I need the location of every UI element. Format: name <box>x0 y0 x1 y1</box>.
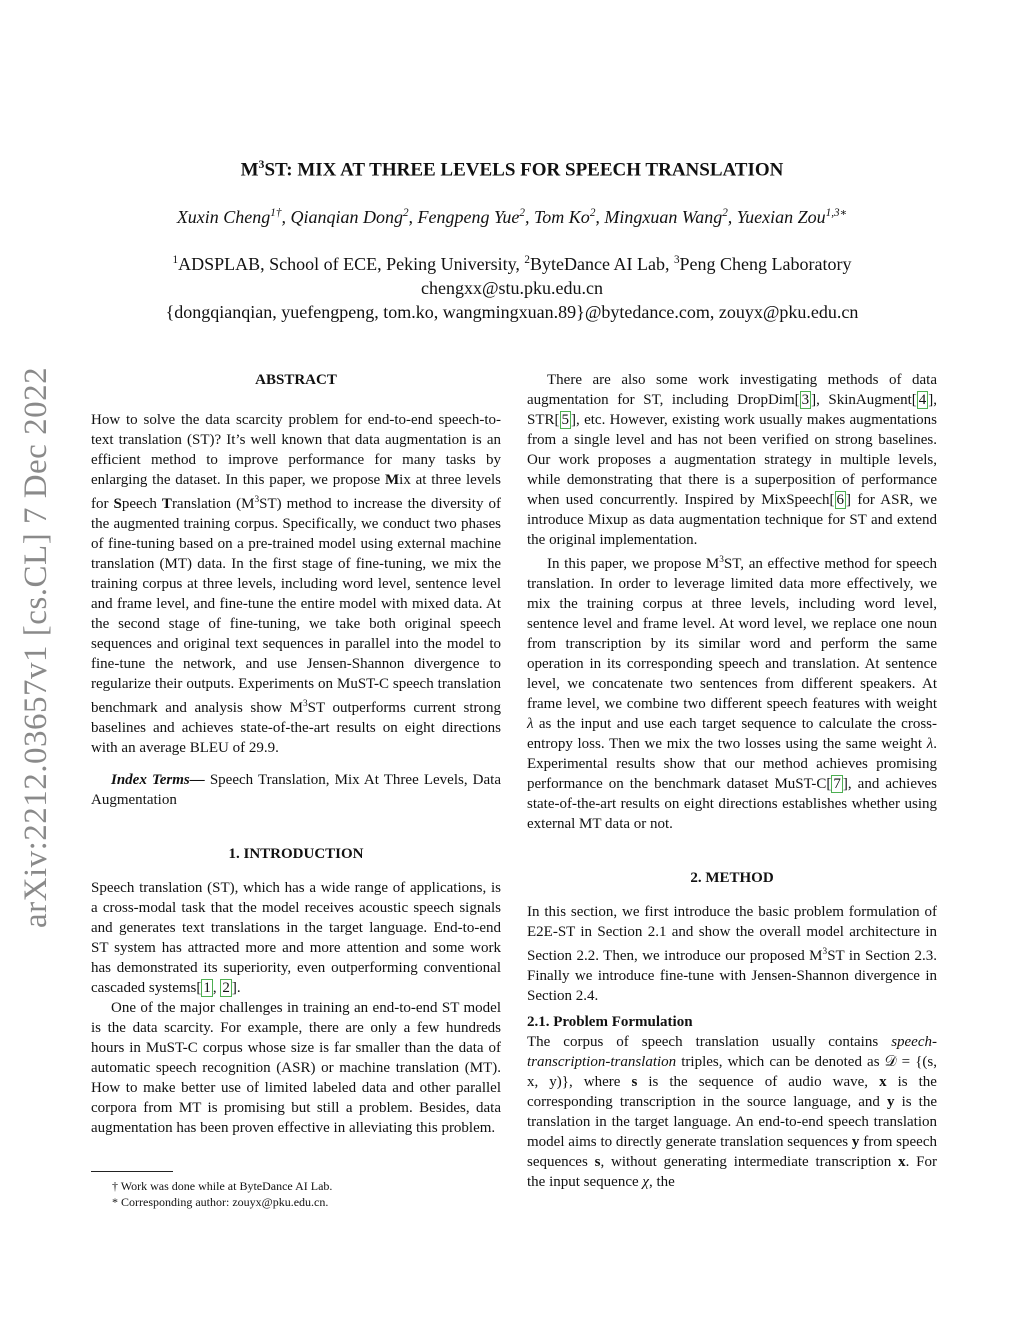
text: In this paper, we propose M <box>547 556 720 572</box>
text: ST outperforms current strong baselines and achieves state-of-the-art results on eight directions with an average BLEU of 29.9. <box>91 700 501 756</box>
email-line-1: chengxx@stu.pku.edu.cn <box>420 278 604 298</box>
author: Mingxuan Wang <box>604 207 723 227</box>
section-heading-introduction: 1. INTRODUCTION <box>228 846 364 862</box>
index-terms-label: Index Terms— <box>111 772 205 788</box>
affiliation-1: ADSPLAB, School of ECE, Peking University, <box>178 254 525 274</box>
title-prefix: M <box>240 159 259 181</box>
method-paragraph-1: In this section, we first introduce the basic problem formulation of E2E-ST in Section 2.1 and show the overall model architecture in Section 2.2. Then, we introduce our proposed $M^3ST$ in Section 2.3. Finally we introduce fine-tune with Jensen-Shannon divergence in Section 2.4. <box>527 904 937 1004</box>
text: , where <box>568 1074 632 1090</box>
author: Yuexian Zou <box>736 207 826 227</box>
text: ix at three levels for <box>91 472 501 512</box>
text: ], and achieves state-of-the-art results on eight directions establishes whether using external MT data or not. <box>527 776 937 832</box>
affiliation-2: ByteDance AI Lab, <box>530 254 674 274</box>
author: Fengpeng Yue <box>417 207 520 227</box>
math-x: x <box>898 1154 906 1170</box>
text: In this section, we first introduce the basic problem formulation of E2E-ST in Section 2.1 and show the overall model architecture in Section 2.2. Then, we introduce our proposed M <box>527 904 937 964</box>
text: ], etc. However, existing work usually makes augmentations from a single level and has not been verified on strong baselines. Our work proposes a augmentation strategy in multiple levels, while demonstrating that there is a superposition of performance when used concurrently. Inspired by MixSpeech[ <box>527 412 937 508</box>
title-text: ST: MIX AT THREE LEVELS FOR SPEECH TRANSLATION <box>264 159 784 181</box>
citation-link[interactable]: 6 <box>836 492 845 508</box>
citation-link[interactable]: 4 <box>918 392 927 408</box>
intro-paragraph-4: In this paper, we propose $M^3ST$, an effective method for speech translation. In order to leverage limited data more effectively, we mix the training corpus at three levels, including word level, sentence level and frame level. At word level, we replace one noun from transcription by its similar word and perform the same operation in its corresponding speech and translation. At sentence level, we concatenate two sentences from different speakers. At frame level, we combine two different speech features with weight λ as the input and use each target sequence to calculate the cross-entropy loss. Then we mix the two losses using the same weight λ. Experimental results show that our method achieves promising performance on the benchmark dataset MuST-C[ 7 ], and achieves state-of-the-art results on eight directions establishes whether using external MT data or not. <box>527 555 937 832</box>
text: is the sequence of audio wave, <box>637 1074 880 1090</box>
text: ST, an effective method for speech translation. In order to leverage limited data more effectively, we mix the training corpus at three levels, including word level, sentence level and frame level. At word level, we replace one noun from transcription by its similar word and perform the same operation in its corresponding speech and translation. At sentence level, we concatenate two sentences from different speakers. At frame level, we combine two different speech features with weight <box>527 556 937 712</box>
text: ], SkinAugment[ <box>811 392 917 408</box>
index-terms <box>91 770 501 810</box>
footnote-rule <box>91 1171 173 1172</box>
text: How to solve the data scarcity problem for end-to-end speech-to-text translation (ST)? It’s well known that data augmentation is an efficient method to improve performance for many tasks by enlarging the dataset. In this paper, we propose <box>91 412 501 488</box>
text: is the corresponding transcription in the source language, and <box>527 1074 937 1110</box>
intro-paragraph-2: One of the major challenges in training an end-to-end ST model is the data scarcity. For example, there are only a few hundreds hours in MuST-C corpus whose size is far smaller than the data of automatic speech recognition (ASR) or machine translation (MT). How to make better use of limited labeled data and other parallel corpora from MT is promising but still a problem. Besides, data augmentation has been proven effective in alleviating this problem. <box>91 1000 501 1136</box>
math-x: x <box>879 1074 887 1090</box>
method-paragraph-2 <box>527 1032 937 1192</box>
abstract-heading: ABSTRACT <box>255 372 337 388</box>
math-s: s <box>594 1154 601 1170</box>
author-sup: 1,3∗ <box>825 207 848 219</box>
author-sup: 1† <box>270 207 282 219</box>
author-sup: 2 <box>402 207 409 219</box>
math-y: y <box>851 1134 860 1150</box>
text: is the translation in the target language. An end-to-end speech translation model aims to directly generate translation sequences <box>527 1094 937 1150</box>
author: Tom Ko <box>533 207 590 227</box>
footnote-1: † Work was done while at ByteDance AI Lab. <box>112 1179 333 1193</box>
text: as the input and use each target sequence to calculate the cross-entropy loss. Then we mix the two losses using the same weight <box>527 716 937 752</box>
text: speech-transcription-translation <box>527 1034 937 1070</box>
math-lambda: λ <box>926 736 934 752</box>
footnote-2: * Corresponding author: zouyx@pku.edu.cn. <box>112 1195 329 1209</box>
left-column <box>91 370 501 1138</box>
text: triples, which can be denoted as <box>676 1054 885 1070</box>
text: ranslation (M <box>171 496 255 512</box>
math-dataset: 𝒟 = {(s, x, y)} <box>527 1054 938 1090</box>
text: . Experimental results show that our method achieves promising performance on the benchmark dataset MuST-C[ <box>527 736 937 792</box>
text: ST) method to increase the diversity of the augmented training corpus. Specifically, we conduct two phases of fine-tuning based on a pre-trained model using external machine translation (MT) data. In the first stage of fine-tuning, we mix the training corpus at three levels, including word level, sentence level and frame level, and fine-tune the entire model with mixed data. At the second stage of fine-tuning, we take both original speech sequences and original text sequences in parallel into the model to fine-tune the network, and use Jensen-Shannon divergence to regularize their outputs. Experiments on MuST-C speech translation benchmark and analysis show M <box>91 496 501 716</box>
text: , the <box>649 1174 675 1190</box>
text: The corpus of speech translation usually contains <box>527 1034 892 1050</box>
right-column <box>527 370 937 1192</box>
text: from speech sequences <box>527 1134 937 1170</box>
text: peech <box>121 496 162 512</box>
author: Qianqian Dong <box>290 207 403 227</box>
intro-paragraph-1: Speech translation (ST), which has a wide range of applications, is a cross-modal task that the model receives acoustic speech signals and generates text translations in the target language. End-to-end ST system has attracted more and more attention and some work has demonstrated its superiority, even outperforming conventional cascaded systems[ 1 , 2 ]. <box>91 880 501 996</box>
math-y: y <box>886 1094 895 1110</box>
author-sup: 2 <box>722 207 728 219</box>
index-terms-text: Speech Translation, Mix At Three Levels, Data Augmentation <box>91 772 501 808</box>
citation-link[interactable]: 7 <box>833 776 841 792</box>
citation-link[interactable]: 3 <box>801 392 810 408</box>
citation-link[interactable]: 1 <box>203 980 211 996</box>
text: Speech translation (ST), which has a wide range of applications, is a cross-modal task that the model receives acoustic speech signals and generates text translations in the target language. End-to-end ST system has attracted more and more attention and some work has demonstrated its superiority, even outperforming conventional cascaded systems[ <box>91 880 501 996</box>
text: ST in Section 2.3. Finally we introduce fine-tune with Jensen-Shannon divergence in Section 2.4. <box>527 948 937 1004</box>
text: There are also some work investigating methods of data augmentation for ST, including DropDim[ <box>527 372 937 408</box>
arxiv-identifier: arXiv:2212.03657v1 [cs.CL] 7 Dec 2022 <box>18 366 54 928</box>
math-s: s <box>631 1074 638 1090</box>
citation-link[interactable]: 5 <box>561 412 570 428</box>
math-chi: χ <box>642 1174 649 1190</box>
author-sup: 2 <box>519 207 525 219</box>
author-list: Xuxin Cheng$^{1\dagger}$, Qianqian Dong$^2$, Fengpeng Yue$^2$, Tom Ko$^2$, Mingxuan Wang$^2$, Yuexian Zou$^{1,3∗}$ <box>176 207 848 227</box>
email-line-2: {dongqianqian, yuefengpeng, tom.ko, wangmingxuan.89}@bytedance.com, zouyx@pku.edu.cn <box>165 302 859 322</box>
author-sup: 2 <box>589 207 596 219</box>
affiliations: $^1$ADSPLAB, School of ECE, Peking University, $^2$ByteDance AI Lab, $^3$Peng Cheng Laboratory <box>172 254 852 274</box>
text: . For the input sequence <box>527 1154 937 1190</box>
title-sup: 3 <box>258 158 265 171</box>
author: Xuxin Cheng <box>176 207 271 227</box>
affiliation-3: Peng Cheng Laboratory <box>679 254 852 274</box>
citation-link[interactable]: 2 <box>222 980 230 996</box>
abstract-body: How to solve the data scarcity problem for end-to-end speech-to-text translation (ST)? It’s well known that data augmentation is an efficient method to improve performance for many tasks by enlarging the dataset. In this paper, we propose Mix at three levels for Speech Translation $(M^3ST)$ method to increase the diversity of the augmented training corpus. Specifically, we conduct two phases of fine-tuning based on a pre-trained model using external machine translation (MT) data. In the first stage of fine-tuning, we mix the training corpus at three levels, including word level, sentence level and frame level, and fine-tune the entire model with mixed data. At the second stage of fine-tuning, we take both original speech sequences and original text sequences in parallel into the model to fine-tune the network, and use Jensen-Shannon divergence to regularize their outputs. Experiments on MuST-C speech translation benchmark and analysis show $M^3ST$ outperforms current strong baselines and achieves state-of-the-art results on eight directions with an average BLEU of 29.9. <box>91 412 501 756</box>
intro-paragraph-3: There are also some work investigating methods of data augmentation for ST, including DropDim[ 3 ], SkinAugment[ 4 ], STR[ 5 ], etc. However, existing work usually makes augmentations from a single level and has not been verified on strong baselines. Our work proposes a augmentation strategy in multiple levels, while demonstrating that there is a superposition of performance when used concurrently. Inspired by MixSpeech[ 6 ] for ASR, we introduce Mixup as data augmentation technique for ST and extend the original implementation. <box>527 372 938 548</box>
subsection-heading-problem-formulation: 2.1. Problem Formulation <box>527 1014 693 1030</box>
math-lambda: λ <box>527 716 534 732</box>
text: , without generating intermediate transcription <box>600 1154 899 1170</box>
text: ] for ASR, we introduce Mixup as data augmentation technique for ST and extend the original implementation. <box>527 492 938 548</box>
paper-title <box>0 158 1024 181</box>
section-heading-method: 2. METHOD <box>690 870 774 886</box>
